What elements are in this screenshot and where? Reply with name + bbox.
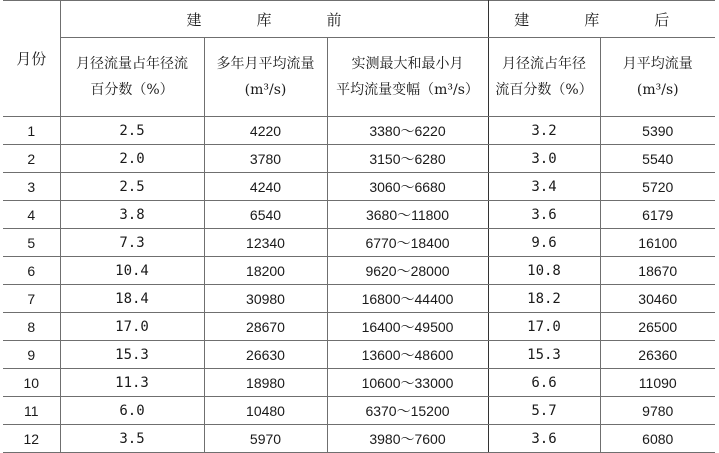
before-percent-cell: 10.4	[60, 257, 204, 285]
before-range-cell: 3680～11800	[327, 201, 488, 229]
before-average-cell: 30980	[204, 285, 327, 313]
before-percent-cell: 6.0	[60, 397, 204, 425]
before-percent-cell: 2.5	[60, 173, 204, 201]
after-average-cell: 5720	[600, 173, 715, 201]
after-percent-cell: 3.6	[488, 425, 600, 453]
before-range-cell: 3380～6220	[327, 117, 488, 145]
month-cell: 8	[3, 313, 60, 341]
before-average-cell: 4220	[204, 117, 327, 145]
month-cell: 5	[3, 229, 60, 257]
table-row	[3, 369, 715, 397]
before-average-cell: 18200	[204, 257, 327, 285]
after-average-cell: 6080	[600, 425, 715, 453]
after-percent-header: 月径流占年径 流百分数（%）	[488, 38, 600, 117]
after-average-cell: 30460	[600, 285, 715, 313]
month-cell: 12	[3, 425, 60, 453]
after-percent-cell: 17.0	[488, 313, 600, 341]
table-row	[3, 117, 715, 145]
before-range-cell: 6770～18400	[327, 229, 488, 257]
month-cell: 10	[3, 369, 60, 397]
before-reservoir-header: 建 库 前	[60, 1, 488, 38]
after-percent-cell: 3.4	[488, 173, 600, 201]
table-row	[3, 425, 715, 453]
month-header: 月份	[3, 1, 60, 117]
before-average-cell: 28670	[204, 313, 327, 341]
before-percent-cell: 11.3	[60, 369, 204, 397]
month-cell: 3	[3, 173, 60, 201]
after-percent-cell: 3.2	[488, 117, 600, 145]
month-cell: 4	[3, 201, 60, 229]
after-average-header: 月平均流量 (m³/s)	[600, 38, 715, 117]
before-average-cell: 6540	[204, 201, 327, 229]
table-row	[3, 229, 715, 257]
before-average-header: 多年月平均流量 (m³/s)	[204, 38, 327, 117]
before-range-cell: 16400～49500	[327, 313, 488, 341]
before-average-cell: 5970	[204, 425, 327, 453]
month-cell: 7	[3, 285, 60, 313]
after-average-cell: 5390	[600, 117, 715, 145]
before-percent-cell: 3.5	[60, 425, 204, 453]
table-row	[3, 173, 715, 201]
month-cell: 1	[3, 117, 60, 145]
before-range-cell: 3980～7600	[327, 425, 488, 453]
before-percent-cell: 18.4	[60, 285, 204, 313]
table-row	[3, 313, 715, 341]
before-average-cell: 26630	[204, 341, 327, 369]
after-percent-cell: 3.0	[488, 145, 600, 173]
before-range-cell: 13600～48600	[327, 341, 488, 369]
table-row	[3, 397, 715, 425]
month-cell: 11	[3, 397, 60, 425]
after-average-cell: 11090	[600, 369, 715, 397]
before-percent-header: 月径流量占年径流 百分数（%）	[60, 38, 204, 117]
month-cell: 9	[3, 341, 60, 369]
after-percent-cell: 6.6	[488, 369, 600, 397]
table-row	[3, 285, 715, 313]
after-percent-cell: 3.6	[488, 201, 600, 229]
month-cell: 6	[3, 257, 60, 285]
after-percent-cell: 15.3	[488, 341, 600, 369]
month-cell: 2	[3, 145, 60, 173]
after-percent-cell: 10.8	[488, 257, 600, 285]
before-range-cell: 3150～6280	[327, 145, 488, 173]
after-average-cell: 6179	[600, 201, 715, 229]
before-percent-cell: 17.0	[60, 313, 204, 341]
before-range-cell: 3060～6680	[327, 173, 488, 201]
after-average-cell: 26360	[600, 341, 715, 369]
table-row	[3, 145, 715, 173]
after-reservoir-header: 建 库 后	[488, 1, 715, 38]
table-row	[3, 341, 715, 369]
before-range-header: 实测最大和最小月 平均流量变幅（m³/s）	[327, 38, 488, 117]
before-percent-cell: 2.0	[60, 145, 204, 173]
before-range-cell: 10600～33000	[327, 369, 488, 397]
after-average-cell: 16100	[600, 229, 715, 257]
table-row	[3, 201, 715, 229]
after-average-cell: 18670	[600, 257, 715, 285]
before-percent-cell: 3.8	[60, 201, 204, 229]
before-percent-cell: 2.5	[60, 117, 204, 145]
table-row	[3, 257, 715, 285]
before-range-cell: 6370～15200	[327, 397, 488, 425]
before-average-cell: 3780	[204, 145, 327, 173]
after-average-cell: 9780	[600, 397, 715, 425]
before-range-cell: 16800～44400	[327, 285, 488, 313]
after-average-cell: 26500	[600, 313, 715, 341]
before-average-cell: 4240	[204, 173, 327, 201]
before-range-cell: 9620～28000	[327, 257, 488, 285]
before-average-cell: 18980	[204, 369, 327, 397]
runoff-table	[3, 0, 715, 453]
after-average-cell: 5540	[600, 145, 715, 173]
before-percent-cell: 15.3	[60, 341, 204, 369]
table-body	[3, 117, 715, 453]
after-percent-cell: 18.2	[488, 285, 600, 313]
before-average-cell: 12340	[204, 229, 327, 257]
after-percent-cell: 9.6	[488, 229, 600, 257]
before-average-cell: 10480	[204, 397, 327, 425]
before-percent-cell: 7.3	[60, 229, 204, 257]
after-percent-cell: 5.7	[488, 397, 600, 425]
